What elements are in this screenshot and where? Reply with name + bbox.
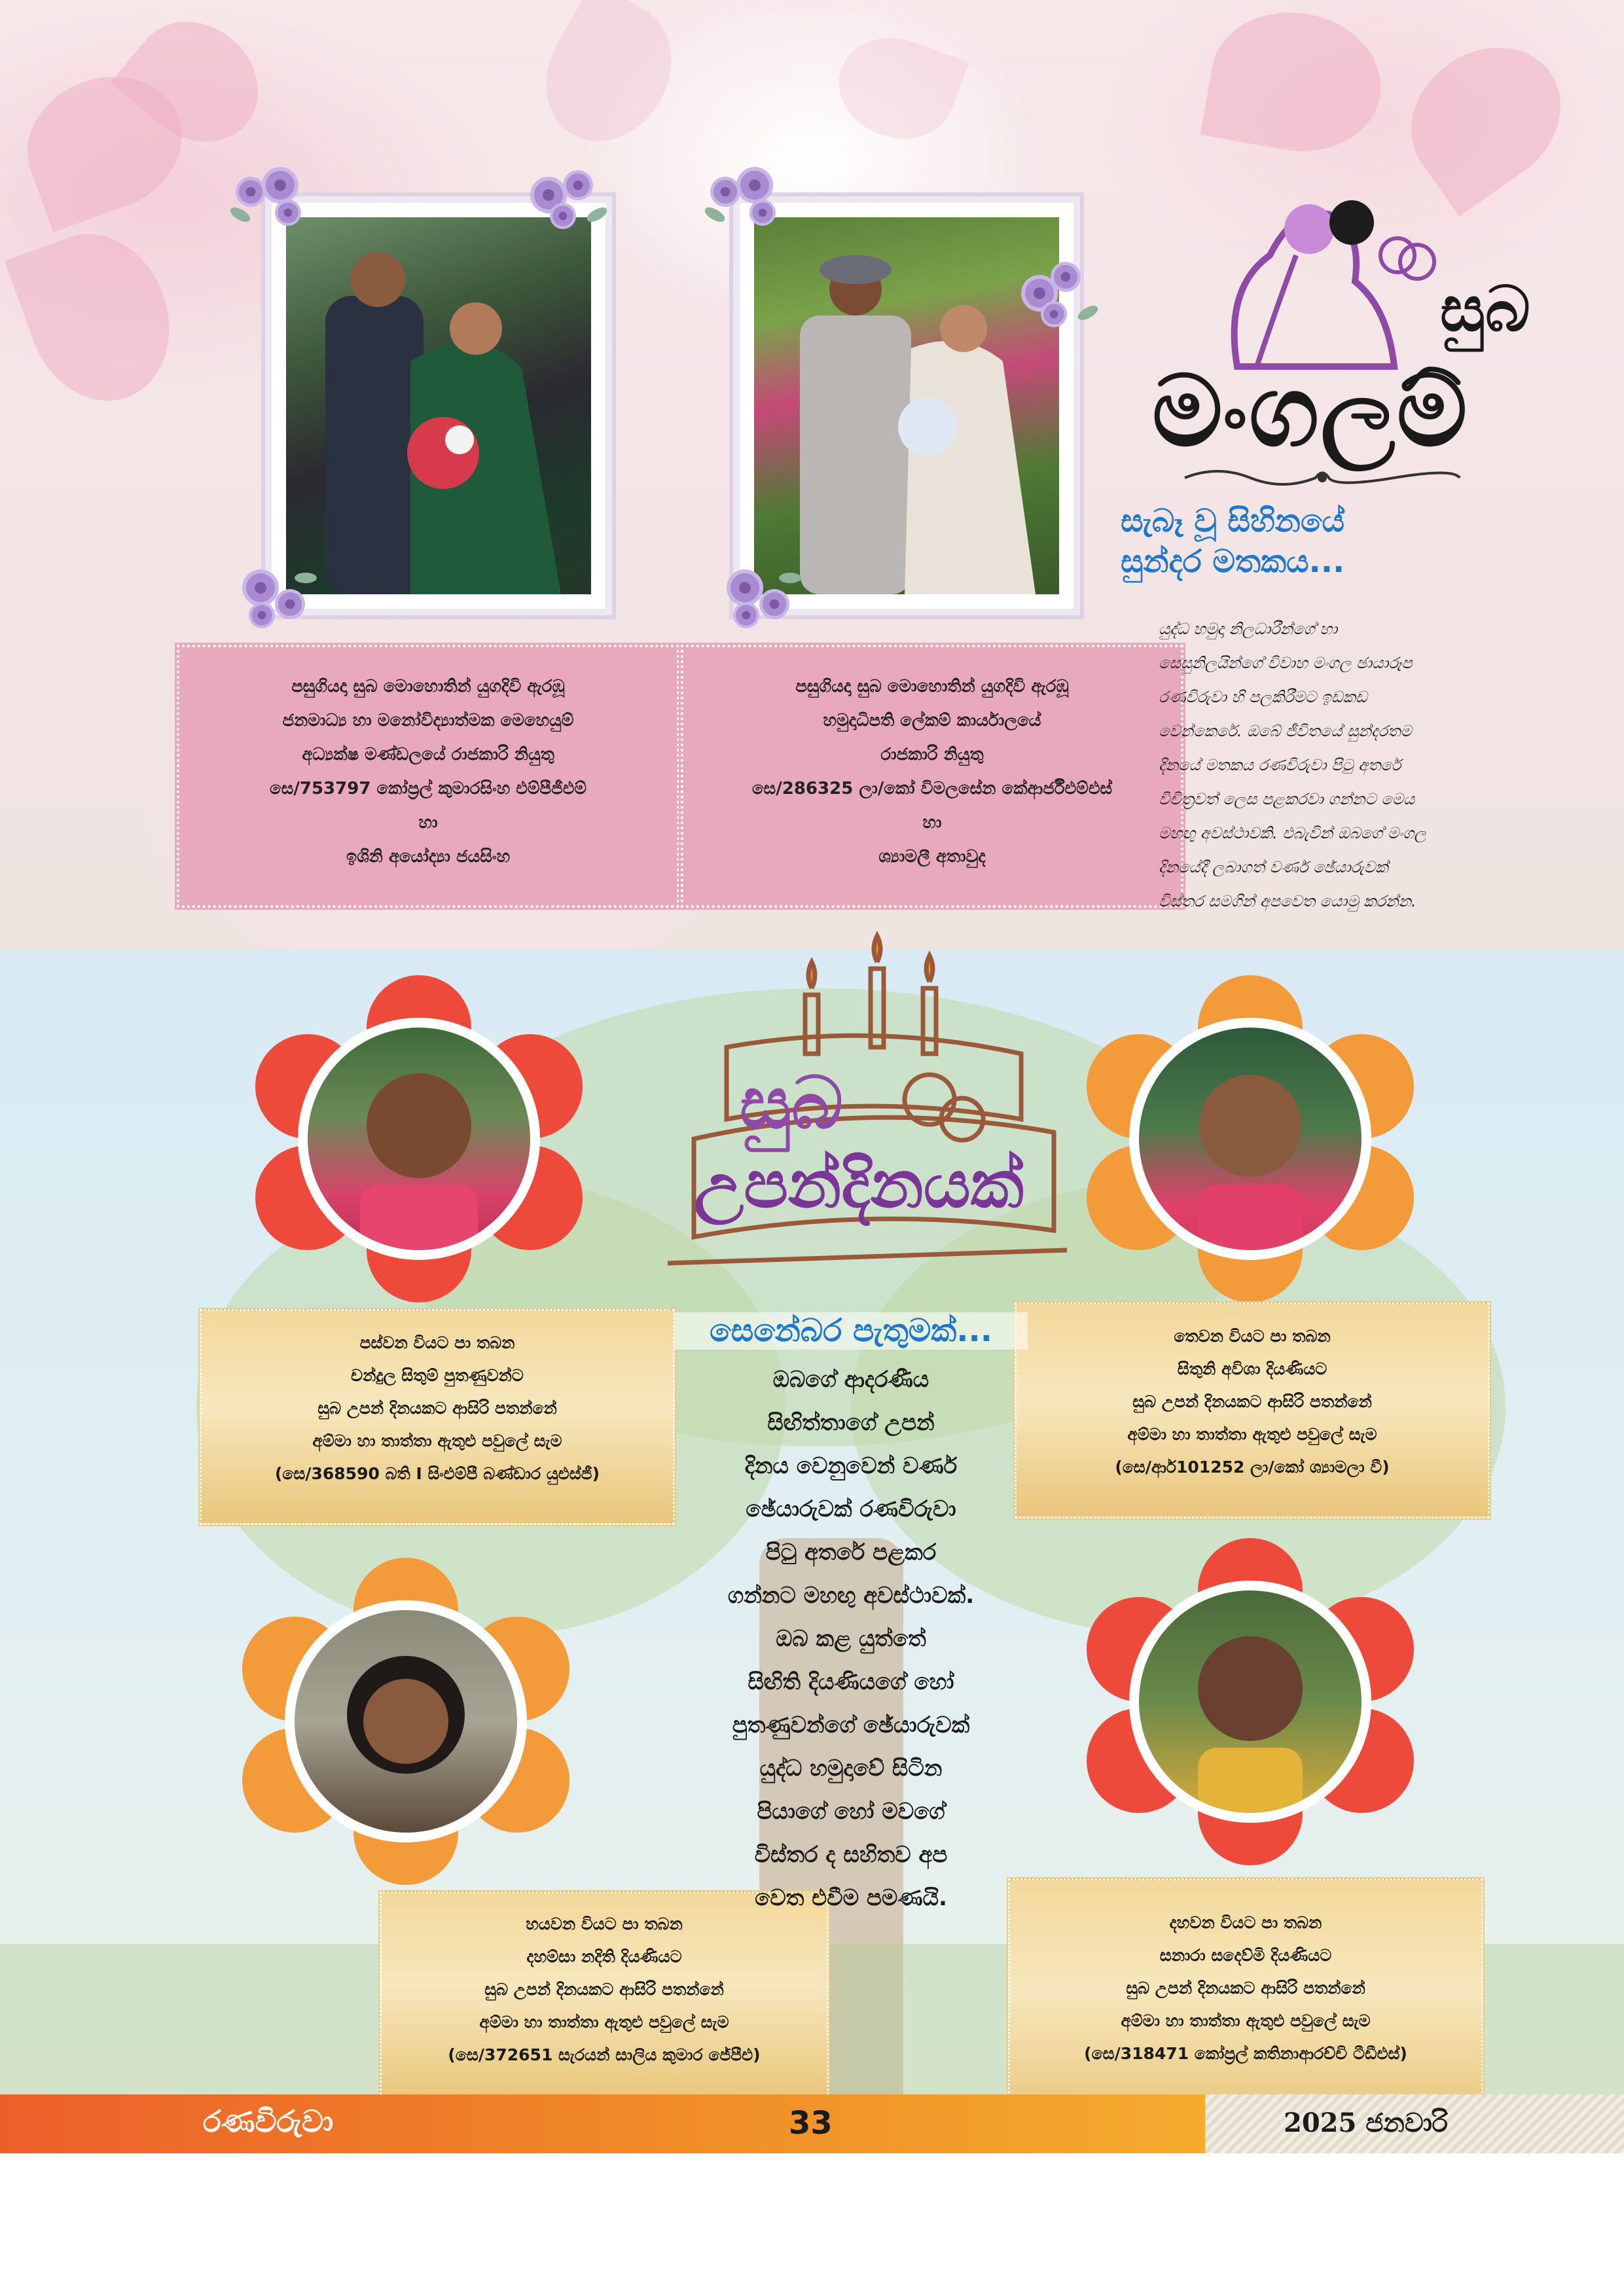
wedding-title [1126, 177, 1597, 491]
caption-line: හයවන වියට පා තබන [526, 1914, 683, 1933]
couple-silhouette-icon [754, 217, 1059, 594]
caption-line: හා [922, 813, 942, 833]
birthday-section [0, 949, 1624, 2094]
body-line: ගන්නට මහඟු අවස්ථාවක්. [727, 1583, 975, 1609]
blossom-petal-icon [1200, 0, 1392, 164]
caption-line: හමුදාධිපති ලේකම් කාර්යාලයේ [823, 711, 1041, 730]
subtitle-line: සැබෑ වූ සිහිනයේ [1121, 503, 1345, 539]
caption-line: රාජකාරි නියුතු [880, 745, 984, 764]
caption-line: චන්දුල සිතුම් පුතණුවන්ට [351, 1366, 524, 1385]
blossom-petal-icon [825, 22, 969, 155]
footer-date: 2025 ජනවාරි [1284, 2108, 1448, 2138]
body-line: ඔබගේ ආදරණීය [772, 1367, 929, 1393]
caption-line: අම්මා හා තාත්තා ඇතුළු පවුලේ සැම [479, 2013, 729, 2032]
page-number: 33 [789, 2105, 833, 2142]
intro-line: විචිත්‍රවත් ලෙස පළකරවා ගන්නට මෙය [1159, 790, 1415, 808]
caption-line: ජනමාධ්‍ය හා මනෝවිද්‍යාත්මක මෙහෙයුම් [282, 711, 574, 730]
caption-line: ශ්‍යාමලී අතාවුද [878, 847, 986, 867]
body-line: විස්තර ද සහිතව අප [754, 1842, 948, 1868]
intro-line: දිනයේදී ලබාගත් වර්ණ ඡේයාරුවක් [1159, 858, 1388, 876]
body-line: ඔබ කළ යුත්තේ [776, 1626, 926, 1652]
body-line: යුද්ධ හමුදාවේ සිටින [759, 1755, 943, 1782]
page-footer [0, 2094, 1624, 2153]
wedding-intro [1159, 612, 1591, 918]
caption-line: දහම්සා නදිති දියණියට [526, 1947, 682, 1966]
flower-cluster-icon [229, 164, 314, 236]
caption-line: අම්මා හා තාත්තා ඇතුළු පවුලේ සැම [1127, 1425, 1377, 1444]
body-line: පියාගේ හෝ මවගේ [757, 1799, 945, 1825]
intro-line: වෙන්කෙරේ. ඔබේ ජීවිතයේ සුන්දරතම [1159, 722, 1412, 740]
caption-line: සුබ උපන් දිනයකට ආසිරි පතන්නේ [484, 1980, 724, 1999]
wedding-photo-frame-2 [733, 196, 1080, 615]
blossom-petal-icon [5, 214, 192, 421]
caption-line: අම්මා හා තාත්තා ඇතුළු පවුලේ සැම [1121, 2011, 1371, 2030]
child-portrait-icon [1139, 1590, 1362, 1813]
kid-photo-3 [295, 1610, 517, 1833]
wedding-photo-frame-1 [265, 196, 612, 615]
child-portrait-icon [295, 1610, 517, 1833]
kid-photo-2 [1139, 1028, 1362, 1250]
intro-line: සෙසුනිලයින්ගේ විවාහ මංගල ඡායාරූප [1159, 654, 1413, 672]
blossom-petal-icon [522, 0, 696, 164]
caption-line: තෙවන වියට පා තබන [1174, 1327, 1331, 1346]
caption-line: සුබ උපන් දිනයකට ආසිරි පතන්නේ [317, 1399, 557, 1418]
kid-caption-4 [1008, 1878, 1483, 2125]
caption-line: අධ්‍යක්ෂ මණ්ඩලයේ රාජකාරි නියුතු [302, 745, 554, 764]
kid-photo-flower-2 [1087, 975, 1414, 1302]
body-line: ඡේයාරුවක් රණවිරුවා [746, 1496, 956, 1522]
title-small: සුබ [1440, 272, 1530, 346]
caption-line: හා [418, 813, 438, 833]
kid-photo-flower-1 [255, 975, 583, 1302]
caption-line: පසුගියදා සුබ මොහොතින් යුගදිවි ඇරඹූ [291, 677, 565, 696]
body-line: සිඟිත්තාගේ උපන් [767, 1410, 935, 1436]
wedding-photo-2 [754, 217, 1059, 594]
body-line: පිටු අතරේ පළකර [765, 1539, 937, 1566]
kid-caption-2 [1015, 1302, 1490, 1518]
caption-line: දහවන වියට පා තබන [1169, 1913, 1322, 1932]
caption-line: (සෙ/372651 සැරයන් සාලිය කුමාර ජේපීඑ) [448, 2045, 761, 2064]
child-portrait-icon [1139, 1028, 1362, 1250]
body-line: දිනය වෙනුවෙන් වර්ණ [744, 1453, 958, 1479]
body-line: සිඟිති දියණියගේ හෝ [748, 1669, 954, 1695]
caption-line: සුබ උපන් දිනයකට ආසිරි පතන්නේ [1132, 1392, 1372, 1411]
flower-cluster-icon [1015, 262, 1100, 334]
footer-brand: රණවිරුවා [203, 2104, 334, 2139]
kid-photo-1 [308, 1028, 530, 1250]
flower-cluster-icon [524, 164, 609, 236]
birthday-title-small: සුබ [740, 1060, 843, 1145]
caption-line: පස්වන වියට පා තබන [359, 1333, 515, 1352]
caption-line: සුබ උපන් දිනයකට ආසිරි පතන්නේ [1126, 1979, 1365, 1998]
birthday-heading: සෙනේබර පැතුමක්... [674, 1312, 1028, 1350]
wedding-caption-1 [177, 645, 679, 908]
birthday-body [655, 1358, 1047, 1920]
footer-date-panel [1205, 2094, 1624, 2153]
intro-line: විස්තර සමගින් අපවෙත යොමු කරන්න. [1159, 892, 1416, 910]
caption-line: (සෙ/368590 බති I සිංඑම්පී බණ්ඩාර යුඑස්ජී) [274, 1464, 600, 1483]
ornament-divider-icon [1178, 465, 1466, 491]
wedding-subtitle [1121, 501, 1344, 582]
caption-line: අම්මා හා තාත්තා ඇතුළු පවුලේ සැම [312, 1431, 562, 1450]
intro-line: දිනයේ මතකය රණවිරුවා පිටු අතරේ [1159, 756, 1401, 774]
kid-caption-3 [380, 1892, 829, 2100]
wedding-photo-1 [286, 217, 591, 594]
caption-line: (සෙ/318471 කෝප්‍රල් කතිනාආරච්චි ටීඩීඑස්) [1084, 2044, 1407, 2063]
wedding-section [0, 0, 1624, 949]
kid-photo-flower-3 [242, 1558, 569, 1885]
couple-illustration-icon [1198, 177, 1447, 373]
wedding-caption-2 [681, 645, 1183, 908]
birthday-title-big: උපන්දිනයක් [694, 1145, 1024, 1223]
caption-line: (සෙ/ආර්101252 ලා/කෝ ශ්‍යාමලා වී) [1115, 1458, 1390, 1477]
caption-line: ඉශිනි අයෝද්‍යා ජයසිංහ [346, 847, 511, 867]
body-line: පුතණුවන්ගේ ඡේයාරුවක් [732, 1712, 970, 1738]
caption-line: සෙ/286325 ලා/කෝ විමලසේන කේආර්ජීඑම්එස් [751, 779, 1113, 798]
child-portrait-icon [308, 1028, 530, 1250]
caption-line: සිතුනි අවිශා දියණියට [1177, 1359, 1327, 1378]
intro-line: රණවිරුවා හි පලකිරීමට ඉඩකඩ [1159, 688, 1367, 706]
caption-line: පසුගියදා සුබ මොහොතින් යුගදිවි ඇරඹූ [795, 677, 1069, 696]
flower-cluster-icon [236, 563, 321, 635]
intro-line: යුද්ධ හමුදා නිලධාරීන්ගේ හා [1159, 620, 1338, 638]
caption-line: සනාරා සදෙව්මි දියණියට [1159, 1946, 1332, 1965]
caption-line: සෙ/753797 කෝප්‍රල් කුමාරසිංහ එම්පීජීඑම් [269, 779, 587, 798]
body-line: වෙත එවීම පමණයි. [755, 1885, 947, 1911]
bottom-margin [0, 2153, 1624, 2296]
couple-silhouette-icon [286, 217, 591, 594]
kid-photo-4 [1139, 1590, 1362, 1813]
flower-cluster-icon [704, 164, 789, 236]
kid-caption-1 [200, 1309, 675, 1525]
birthday-cake-icon [655, 923, 1074, 1289]
flower-cluster-icon [720, 563, 805, 635]
title-big: මංගලම් [1152, 353, 1469, 469]
intro-line: මහඟු අවස්ථාවකි. එබැවින් ඔබගේ මංගල [1159, 824, 1426, 842]
subtitle-line: සුන්දර මතකය... [1121, 543, 1345, 580]
kid-photo-flower-4 [1087, 1538, 1414, 1865]
